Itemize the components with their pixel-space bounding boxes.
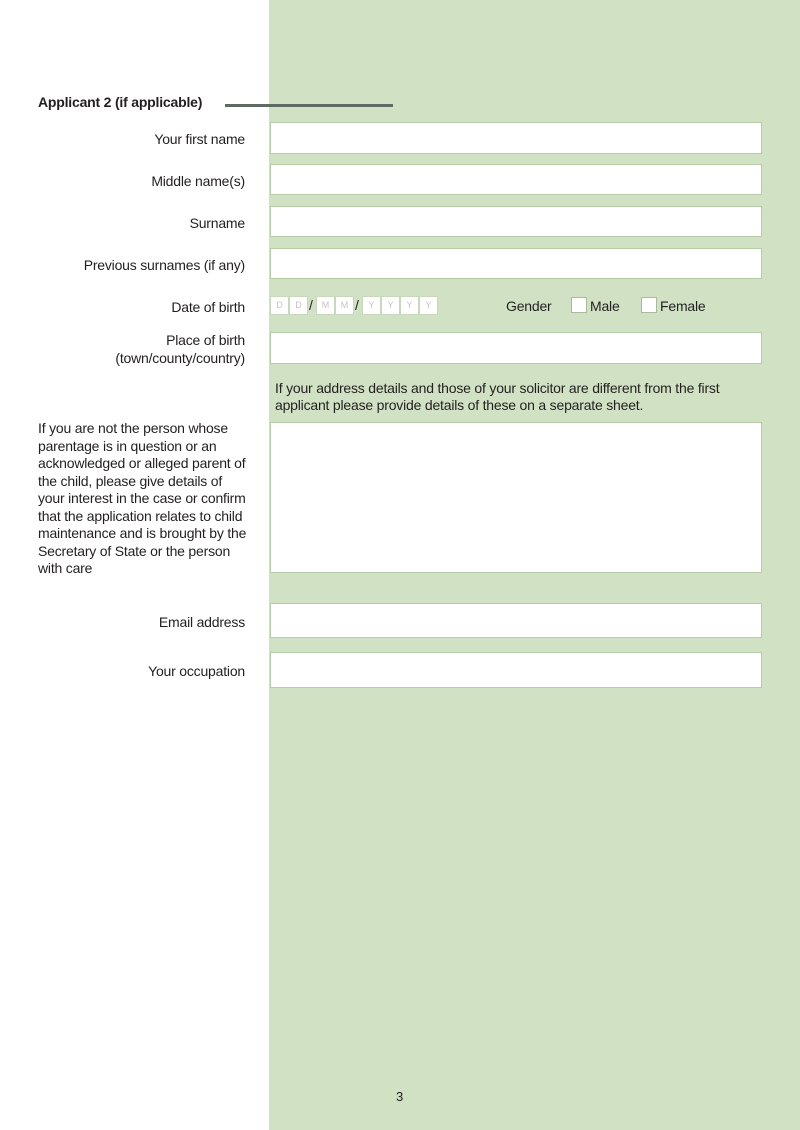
previous-surnames-label: Previous surnames (if any) [83,257,245,273]
place-of-birth-input[interactable] [270,332,762,364]
dob-year-digit-1[interactable]: Y [362,296,381,315]
place-of-birth-label: Place of birth [166,332,245,348]
dob-month-digit-2[interactable]: M [335,296,354,315]
first-name-label: Your first name [154,131,245,147]
dob-separator: / [355,297,359,313]
dob-year-digit-2[interactable]: Y [381,296,400,315]
email-label: Email address [158,614,245,630]
occupation-label: Your occupation [148,663,245,679]
gender-label: Gender [506,298,552,314]
surname-label: Surname [189,215,245,231]
dob-year-digit-3[interactable]: Y [400,296,419,315]
dob-year-digit-4[interactable]: Y [419,296,438,315]
email-input[interactable] [270,603,762,638]
gender-female-label: Female [660,298,706,314]
occupation-input[interactable] [270,652,762,688]
place-of-birth-label-detail: (town/county/country) [115,350,245,366]
dob-separator: / [309,297,313,313]
section-title: Applicant 2 (if applicable) [38,94,203,110]
page-number: 3 [396,1089,404,1104]
gender-female-checkbox[interactable] [641,297,657,313]
gender-male-checkbox[interactable] [571,297,587,313]
address-note: If your address details and those of your solicitor are different from the first applicant please provide details of these on a separate sheet. [275,380,720,413]
dob-month-digit-1[interactable]: M [316,296,335,315]
interest-in-case-textarea[interactable] [270,422,762,573]
gender-male-label: Male [590,298,620,314]
previous-surnames-input[interactable] [270,248,762,279]
date-of-birth-label: Date of birth [171,299,245,315]
section-title-rule [225,104,393,107]
first-name-input[interactable] [270,122,762,154]
dob-day-digit-1[interactable]: D [270,296,289,315]
interest-in-case-label: If you are not the person whose parentage is in question or an acknowledged or alleged parent of the child, please give details of your interest in the case or confirm that the application relates to child maintenance and is brought by the Secretary of State or the person with care [38,420,247,576]
dob-day-digit-2[interactable]: D [289,296,308,315]
middle-names-label: Middle name(s) [151,173,245,189]
surname-input[interactable] [270,206,762,237]
middle-names-input[interactable] [270,164,762,195]
